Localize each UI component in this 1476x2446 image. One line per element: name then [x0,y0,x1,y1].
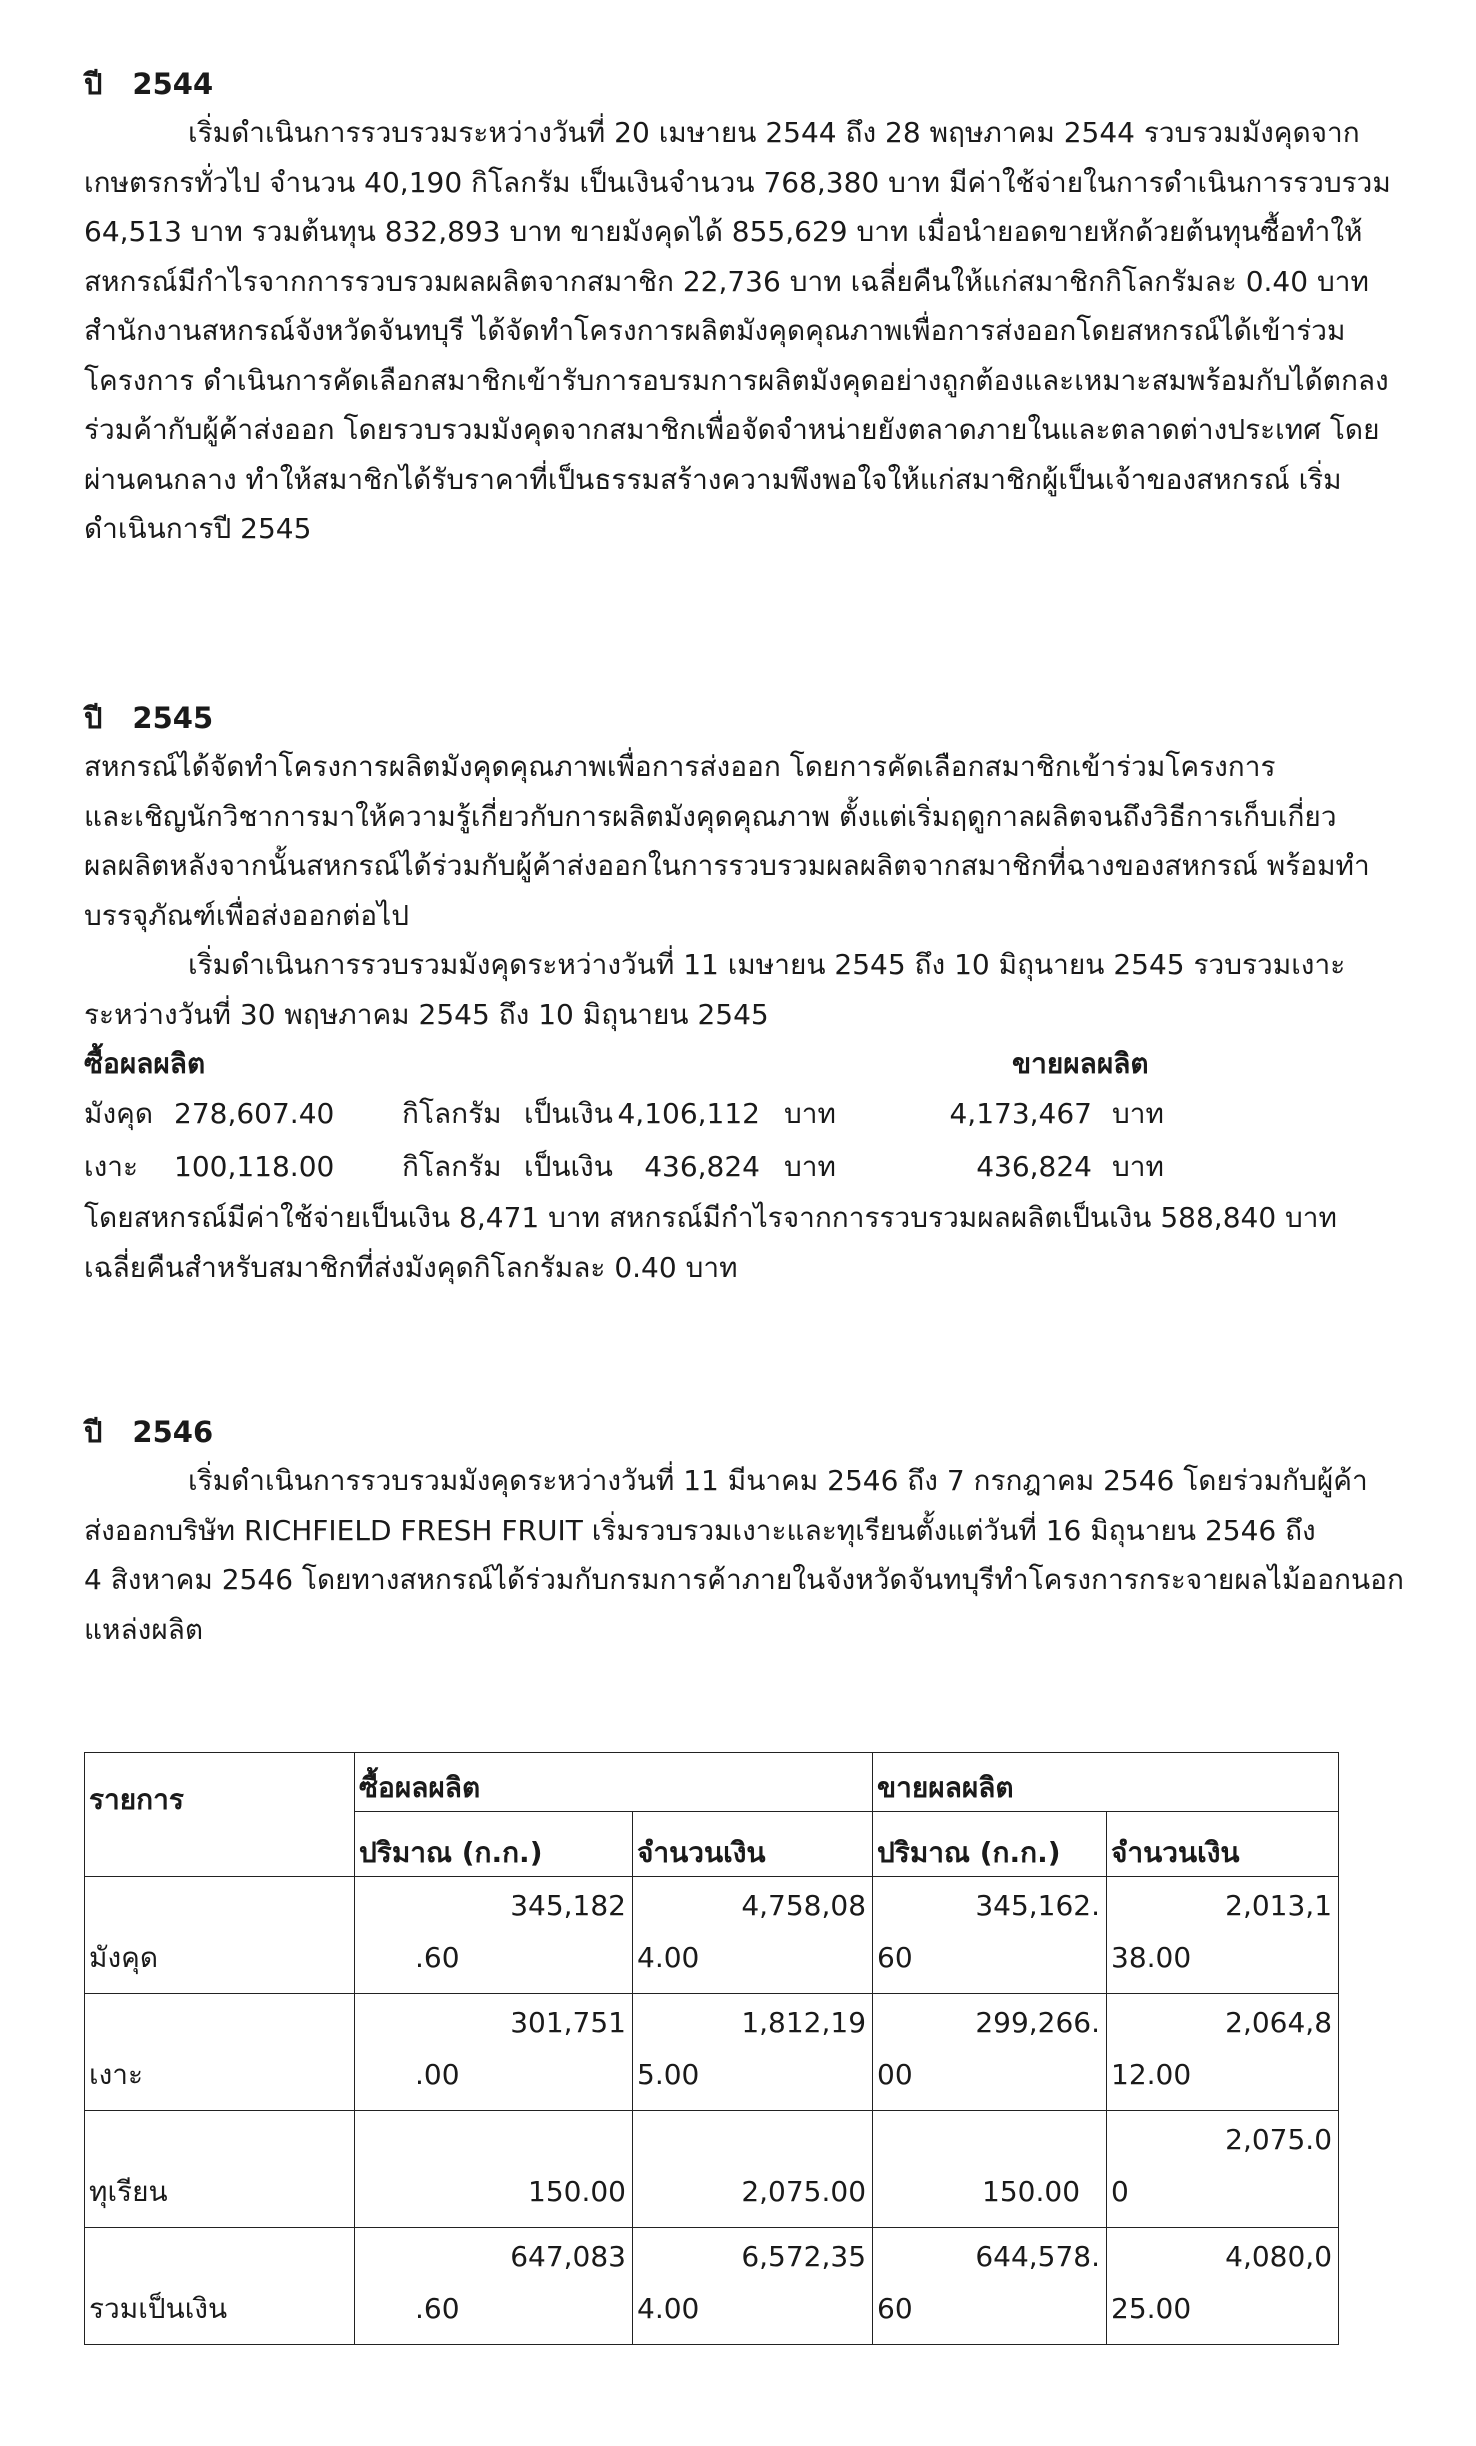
cell-value-cont: 60 [877,1941,913,1974]
col-header-sell-amount: จำนวนเงิน [1107,1812,1339,1877]
col-group-sell: ขายผลผลิต [873,1753,1339,1812]
text-line: โครงการ ดำเนินการคัดเลือกสมาชิกเข้ารับการอบรมการผลิตมังคุดอย่างถูกต้องและเหมาะสมพร้อมกับได้ตกลง [84,363,1389,397]
cell-value-cont: .00 [415,2058,460,2091]
col-header-item: รายการ [85,1753,355,1877]
table-row [85,1994,1339,2111]
cell-value-cont: 0 [1111,2175,1129,2208]
buy-amount: 4,106,112 [617,1097,760,1130]
col-header-buy-amount: จำนวนเงิน [633,1812,873,1877]
currency: บาท [1112,1150,1164,1183]
text-line: สหกรณ์ได้จัดทำโครงการผลิตมังคุดคุณภาพเพื่อการส่งออก โดยการคัดเลือกสมาชิกเข้าร่วมโครงการ [84,750,1276,783]
text-line: ผลผลิตหลังจากนั้นสหกรณ์ได้ร่วมกับผู้ค้าส่งออกในการรวบรวมผลผลิตจากสมาชิกที่ฉางของสหกรณ์ พร้อมทำ [84,849,1370,882]
section-footer-2545 [84,1193,1476,1292]
section-heading-2546 [84,1412,213,1452]
quantity: 100,118.00 [174,1150,335,1183]
text-line: เริ่มดำเนินการรวบรวมระหว่างวันที่ 20 เมษายน 2544 ถึง 28 พฤษภาคม 2544 รวบรวมมังคุดจาก [188,116,1360,149]
row-label: เงาะ [89,2058,144,2091]
cell-value-cont: 00 [877,2058,913,2091]
sell-amount: 436,824 [976,1150,1092,1183]
table-header-row [85,1753,1339,1812]
text-line: บรรจุภัณฑ์เพื่อส่งออกต่อไป [84,898,409,932]
col-header-buy-qty: ปริมาณ (ก.ก.) [355,1812,633,1877]
year-value: 2544 [132,67,214,101]
text-line: 64,513 บาท รวมต้นทุน 832,893 บาท ขายมังคุดได้ 855,629 บาท เมื่อนำยอดขายหักด้วยต้นทุนซื้อทำให้ [84,215,1363,248]
cell-value-cont: 12.00 [1111,2058,1192,2091]
cell-value: 2,075.0 [1225,2123,1333,2156]
table-row [85,2111,1339,2228]
sell-header: ขายผลผลิต [1012,1047,1149,1080]
cell-value: 2,064,8 [1225,2006,1333,2039]
cell-value: 647,083 [510,2240,626,2273]
text-line: เกษตรกรทั่วไป จำนวน 40,190 กิโลกรัม เป็นเงินจำนวน 768,380 บาท มีค่าใช้จ่ายในการดำเนินการรวบรวม [84,165,1391,199]
row-label: รวมเป็นเงิน [89,2292,228,2325]
cell-value-cont: 25.00 [1111,2292,1192,2325]
text-line: และเชิญนักวิชาการมาให้ความรู้เกี่ยวกับการผลิตมังคุดคุณภาพ ตั้งแต่เริ่มฤดูกาลผลิตจนถึงวิธีการเก็บเกี่ยว [84,799,1337,833]
text-line: แหล่งผลิต [84,1612,204,1646]
unit: กิโลกรัม [402,1150,502,1183]
text-line: เฉลี่ยคืนสำหรับสมาชิกที่ส่งมังคุดกิโลกรัมละ 0.40 บาท [84,1250,738,1284]
year-label: ปี [84,1415,103,1449]
money-label: เป็นเงิน [524,1097,613,1130]
section-heading-2545 [84,698,213,738]
section-body-2544 [84,108,1476,554]
cell-value-cont: 60 [877,2292,913,2325]
cell-value: 6,572,35 [741,2240,867,2273]
cell-value: 4,080,0 [1225,2240,1333,2273]
sell-amount: 4,173,467 [949,1097,1092,1130]
text-line: โดยสหกรณ์มีค่าใช้จ่ายเป็นเงิน 8,471 บาท สหกรณ์มีกำไรจากการรวบรวมผลผลิตเป็นเงิน 588,840 บาท [84,1201,1337,1234]
cell-value: 150.00 [528,2175,626,2208]
text-line: ระหว่างวันที่ 30 พฤษภาคม 2545 ถึง 10 มิถุนายน 2545 [84,997,769,1031]
produce-row-mangosteen [84,1089,1476,1139]
cell-value: 301,751 [510,2006,626,2039]
text-line: เริ่มดำเนินการรวบรวมมังคุดระหว่างวันที่ 11 มีนาคม 2546 ถึง 7 กรกฎาคม 2546 โดยร่วมกับผู้ค้า [188,1464,1368,1497]
cell-value-cont: .60 [415,2292,460,2325]
currency: บาท [784,1097,836,1130]
cell-value-cont: 38.00 [1111,1941,1192,1974]
purchase-sales-header [84,1039,1476,1089]
currency: บาท [1112,1097,1164,1130]
cell-value-cont: .60 [415,1941,460,1974]
col-header-sell-qty: ปริมาณ (ก.ก.) [873,1812,1107,1877]
quantity: 278,607.40 [174,1097,335,1130]
cell-value-cont: 4.00 [637,1941,700,1974]
item-name: มังคุด [84,1097,154,1130]
cell-value: 299,266. [975,2006,1101,2039]
cell-value: 345,182 [510,1889,626,1922]
item-name: เงาะ [84,1150,139,1183]
money-label: เป็นเงิน [524,1150,613,1183]
text-line: สำนักงานสหกรณ์จังหวัดจันทบุรี ได้จัดทำโครงการผลิตมังคุดคุณภาพเพื่อการส่งออกโดยสหกรณ์ได้เข้าร่วม [84,314,1346,347]
text-line: ดำเนินการปี 2545 [84,512,312,545]
cell-value: 2,075.00 [741,2175,867,2208]
section-body-2545 [84,742,1476,1039]
cell-value: 2,013,1 [1225,1889,1333,1922]
cell-value: 1,812,19 [741,2006,867,2039]
cell-value: 150.00 [982,2175,1081,2208]
col-group-buy: ซื้อผลผลิต [355,1753,873,1812]
currency: บาท [784,1150,836,1183]
text-line: ร่วมค้ากับผู้ค้าส่งออก โดยรวบรวมมังคุดจากสมาชิกเพื่อจัดจำหน่ายยังตลาดภายในและตลาดต่างประเทศ โดย [84,413,1380,446]
summary-table [84,1752,1339,2345]
cell-value: 345,162. [975,1889,1101,1922]
buy-amount: 436,824 [644,1150,760,1183]
produce-row-rambutan [84,1142,1476,1192]
cell-value-cont: 4.00 [637,2292,700,2325]
text-line: สหกรณ์มีกำไรจากการรวบรวมผลผลิตจากสมาชิก 22,736 บาท เฉลี่ยคืนให้แก่สมาชิกกิโลกรัมละ 0.40 บาท [84,264,1369,298]
row-label: ทุเรียน [89,2175,168,2208]
year-label: ปี [84,67,103,101]
text-line: 4 สิงหาคม 2546 โดยทางสหกรณ์ได้ร่วมกับกรมการค้าภายในจังหวัดจันทบุรีทำโครงการกระจายผลไม้ออกนอก [84,1563,1404,1596]
text-line: เริ่มดำเนินการรวบรวมมังคุดระหว่างวันที่ 11 เมษายน 2545 ถึง 10 มิถุนายน 2545 รวบรวมเงาะ [188,948,1346,981]
unit: กิโลกรัม [402,1097,502,1130]
section-heading-2544 [84,64,213,104]
table-row-total [85,2228,1339,2345]
cell-value: 644,578. [975,2240,1101,2273]
text-line: ผ่านคนกลาง ทำให้สมาชิกได้รับราคาที่เป็นธรรมสร้างความพึงพอใจให้แก่สมาชิกผู้เป็นเจ้าของสหกรณ์ เริ่ม [84,462,1342,496]
section-body-2546 [84,1456,1476,1654]
year-value: 2545 [132,701,214,735]
cell-value: 4,758,08 [741,1889,867,1922]
year-value: 2546 [132,1415,214,1449]
cell-value-cont: 5.00 [637,2058,700,2091]
year-label: ปี [84,701,103,735]
row-label: มังคุด [89,1941,159,1974]
table-row [85,1877,1339,1994]
buy-header: ซื้อผลผลิต [84,1047,206,1080]
text-line: ส่งออกบริษัท RICHFIELD FRESH FRUIT เริ่มรวบรวมเงาะและทุเรียนตั้งแต่วันที่ 16 มิถุนายน 2546 ถึง [84,1513,1316,1547]
